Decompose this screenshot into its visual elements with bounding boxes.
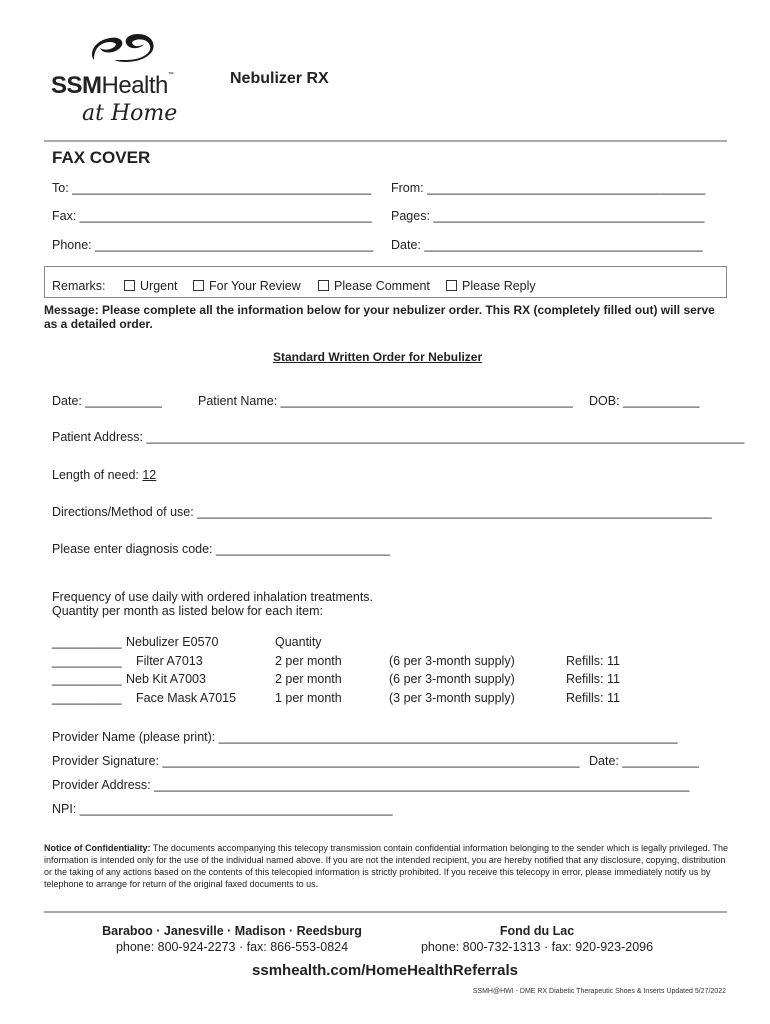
logo-brand-light: Health (101, 72, 168, 99)
item-blank[interactable]: __________ (52, 654, 122, 668)
item-name: Filter A7013 (136, 654, 203, 668)
item-refills: Refills: 11 (566, 672, 620, 686)
logo-brand-bold: SSM (51, 72, 102, 99)
fax-from-field[interactable]: From: ________________________________________ (391, 181, 706, 195)
dob-field[interactable]: DOB: ___________ (589, 394, 700, 408)
frequency-line-1: Frequency of use daily with ordered inhalation treatments. (52, 590, 374, 604)
item-supply: (6 per 3-month supply) (389, 672, 515, 686)
item-refills: Refills: 11 (566, 691, 620, 705)
provider-address-field[interactable]: Provider Address: _____________________________________________________________________________ (52, 778, 690, 792)
provider-date-field[interactable]: Date: ___________ (589, 754, 699, 768)
remarks-reply-label: Please Reply (462, 279, 536, 293)
fax-pages-field[interactable]: Pages: _______________________________________ (391, 209, 705, 223)
item-name: Nebulizer E0570 (126, 635, 219, 649)
fax-number-field[interactable]: Fax: __________________________________________ (52, 209, 372, 223)
footer-right-phone: phone: 800-732-1313 · fax: 920-923-2096 (420, 940, 654, 954)
item-quantity: 2 per month (275, 672, 342, 686)
item-quantity: 2 per month (275, 654, 342, 668)
logo-trademark: ™ (167, 72, 174, 78)
logo-wordmark (51, 72, 173, 100)
checkbox-icon (318, 280, 329, 291)
patient-name-field[interactable]: Patient Name: __________________________________________ (198, 394, 573, 408)
item-supply: (6 per 3-month supply) (389, 654, 515, 668)
footer-left-phone: phone: 800-924-2273 · fax: 866-553-0824 (115, 940, 349, 954)
footer-right-city: Fond du Lac (499, 924, 575, 938)
item-name: Neb Kit A7003 (126, 672, 206, 686)
frequency-line-2: Quantity per month as listed below for each item: (52, 604, 323, 618)
remarks-review-label: For Your Review (209, 279, 301, 293)
remarks-label: Remarks: (52, 279, 106, 293)
remarks-comment-checkbox[interactable] (318, 279, 430, 293)
checkbox-icon (124, 280, 135, 291)
item-supply: (3 per 3-month supply) (389, 691, 515, 705)
diagnosis-field[interactable]: Please enter diagnosis code: _________________________ (52, 542, 390, 556)
fax-phone-field[interactable]: Phone: ________________________________________ (52, 238, 374, 252)
remarks-urgent-checkbox[interactable] (124, 279, 178, 293)
remarks-comment-label: Please Comment (334, 279, 430, 293)
directions-field[interactable]: Directions/Method of use: __________________________________________________________________________ (52, 505, 712, 519)
npi-field[interactable]: NPI: _____________________________________________ (52, 802, 393, 816)
quantity-header: Quantity (275, 635, 322, 649)
length-of-need (52, 468, 156, 482)
length-of-need-label: Length of need: (52, 468, 143, 482)
footer-website-link[interactable]: ssmhealth.com/HomeHealthReferrals (252, 962, 518, 979)
footer-divider (44, 911, 727, 913)
notice-text: The documents accompanying this telecopy transmission contain confidential information belonging to the sender which is legally privileged. The information is intended only for the use of the individual named above. If you are not the intended recipient, you are hereby notified that any disclosure, copying, distribution or the taking of any actions based on the contents of this telecopied information is strictly prohibited. If you receive this telecopy in error, please immediately notify us by telephone to arrange for return of the original faxed documents to us. (44, 843, 728, 889)
order-date-field[interactable]: Date: ___________ (52, 394, 162, 408)
item-name: Face Mask A7015 (136, 691, 237, 705)
header-divider (44, 140, 727, 142)
order-heading: Standard Written Order for Nebulizer (273, 350, 483, 364)
provider-signature-field[interactable]: Provider Signature: ____________________________________________________________ (52, 754, 580, 768)
fax-cover-heading: FAX COVER (52, 148, 151, 167)
item-blank[interactable]: __________ (52, 672, 122, 686)
message-text: Message: Please complete all the information below for your nebulizer order. This RX (completely filled out) will serve as a detailed order. (44, 303, 715, 331)
logo-subtitle: at Home (82, 101, 178, 126)
notice-label: Notice of Confidentiality: (44, 843, 151, 853)
provider-name-field[interactable]: Provider Name (please print): __________________________________________________________________ (52, 730, 678, 744)
confidentiality-notice (44, 842, 728, 890)
footer-left-cities: Baraboo · Janesville · Madison · Reedsburg (102, 924, 362, 938)
item-blank[interactable]: __________ (52, 635, 122, 649)
remarks-review-checkbox[interactable] (193, 279, 301, 293)
remarks-urgent-label: Urgent (140, 279, 178, 293)
item-blank[interactable]: __________ (52, 691, 122, 705)
checkbox-icon (446, 280, 457, 291)
fax-date-field[interactable]: Date: ________________________________________ (391, 238, 703, 252)
length-of-need-value[interactable]: 12 (142, 468, 157, 482)
fax-to-field[interactable]: To: ___________________________________________ (52, 181, 372, 195)
item-refills: Refills: 11 (566, 654, 620, 668)
page-title: Nebulizer RX (230, 70, 329, 87)
remarks-reply-checkbox[interactable] (446, 279, 536, 293)
patient-address-field[interactable]: Patient Address: ______________________________________________________________________________________ (52, 430, 745, 444)
ssm-swirl-logo-icon (86, 30, 160, 68)
footer-fine-print: SSMH@HWI - DME RX Diabetic Therapeutic Shoes & Inserts Updated 5/27/2022 (472, 988, 726, 995)
checkbox-icon (193, 280, 204, 291)
item-quantity: 1 per month (275, 691, 342, 705)
